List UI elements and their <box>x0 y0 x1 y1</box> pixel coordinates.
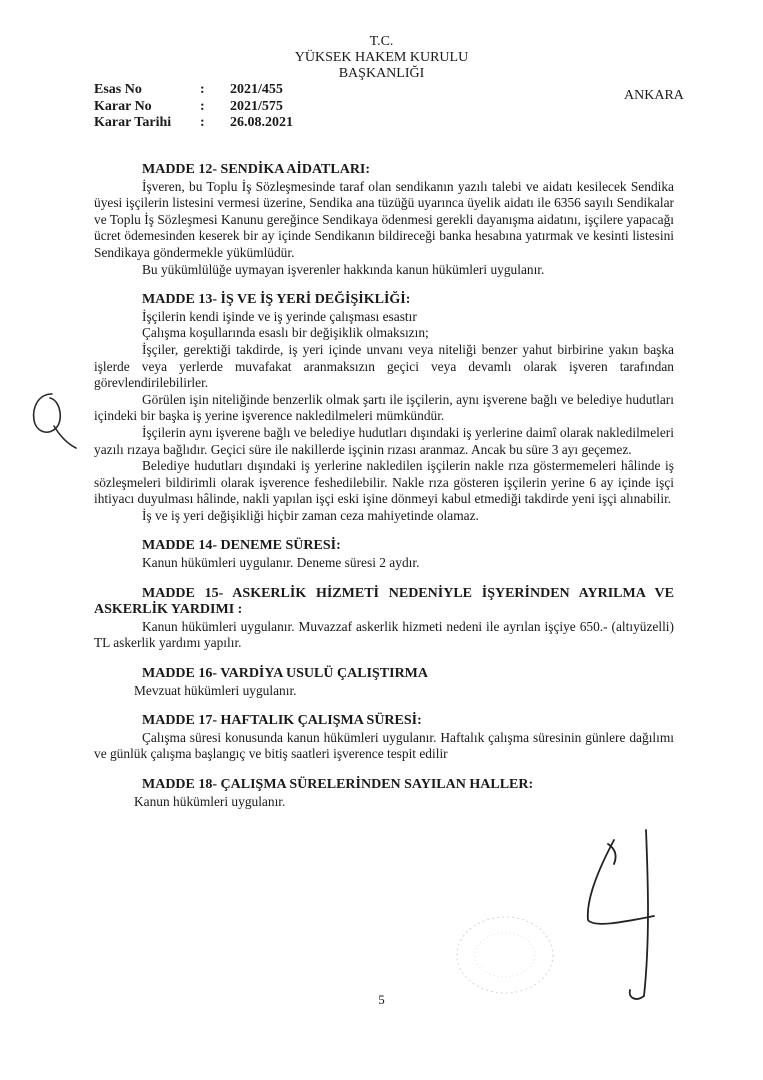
article-paragraph: Belediye hudutları dışındaki iş yerlerine nakledilen işçilerin nakle rıza göstermemeleri hâlinde iş sözleşmeleri bildirimli olarak işverence feshedilebilir. Nakle rıza gösteren işçilerin yerine 6 ay içinde işçi ihtiyacı duyulması hâlinde, nakli yapılan işçi eski işine dönmeyi kabul etmediği takdirde yeni işçi alınabilir. <box>94 458 674 507</box>
meta-value: 2021/455 <box>230 82 283 97</box>
meta-sep: : <box>200 82 205 97</box>
article-15 <box>94 586 674 652</box>
article-12 <box>94 162 674 278</box>
article-paragraph: Bu yükümlülüğe uymayan işverenler hakkında kanun hükümleri uygulanır. <box>142 261 545 277</box>
article-paragraph: Görülen işin niteliğinde benzerlik olmak şartı ile işçilerin, aynı işverene bağlı ve belediye hudutları içindeki bir başka iş yerine işverence nakledilmeleri mümkündür. <box>94 391 674 424</box>
meta-row-esas <box>94 82 293 99</box>
meta-label: Karar Tarihi <box>94 115 172 130</box>
margin-initial-mark <box>24 386 80 456</box>
meta-row-tarih <box>94 115 293 132</box>
header-institution: YÜKSEK HAKEM KURULU <box>294 50 469 65</box>
article-paragraph: Kanun hükümleri uygulanır. <box>134 793 286 809</box>
article-title: MADDE 18- ÇALIŞMA SÜRELERİNDEN SAYILAN HALLER: <box>142 777 534 792</box>
article-title: MADDE 12- SENDİKA AİDATLARI: <box>142 162 371 177</box>
meta-value: 26.08.2021 <box>230 115 293 130</box>
signature-mark <box>574 820 714 1020</box>
article-title: MADDE 16- VARDİYA USULÜ ÇALIŞTIRMA <box>142 666 429 682</box>
article-paragraph: İş ve iş yeri değişikliği hiçbir zaman ceza mahiyetinde olamaz. <box>142 507 479 523</box>
article-paragraph: İşçilerin kendi işinde ve iş yerinde çalışması esastır <box>142 308 417 324</box>
meta-value: 2021/575 <box>230 98 283 114</box>
article-paragraph: İşveren, bu Toplu İş Sözleşmesinde taraf olan sendikanın yazılı talebi ve aidatı kesilecek Sendika üyesi işçilerin listesini vermesi üzerine, Sendika ana tüzüğü uyarınca üyelik aidatı ile 6356 sayılı Sendikalar ve Toplu İş Sözleşmesi Kanunu gereğince Sendikaya ödenmesi gerekli dayanışma aidatını, işçilere yapacağı ücret ödemesinden keserek bir ay içinde Sendikanın bildireceği banka hesabına yatırmak ve kesinti listesini Sendikaya göndermekle yükümlüdür. <box>94 178 674 260</box>
city: ANKARA <box>624 88 684 103</box>
article-paragraph: İşçilerin aynı işverene bağlı ve belediye hudutları dışındaki iş yerlerine daimî olarak nakledilmeleri yazılı rızaya bağlıdır. Geçici süre ile nakillerde işçinin rızası aranmaz. Ancak bu süre 3 ayı geçemez. <box>94 424 674 457</box>
article-paragraph: Çalışma koşullarında esaslı bir değişiklik olmaksızın; <box>142 325 429 341</box>
page-number: 5 <box>378 992 385 1007</box>
article-title: MADDE 14- DENEME SÜRESİ: <box>142 538 341 554</box>
meta-row-karar <box>94 99 293 116</box>
article-paragraph: Çalışma süresi konusunda kanun hükümleri uygulanır. Haftalık çalışma süresinin günlere dağılımı ve günlük çalışma başlangıç ve bitiş saatleri işverence tespit edilir <box>94 729 674 762</box>
article-14 <box>94 538 674 571</box>
case-meta <box>94 82 293 132</box>
article-title: MADDE 17- HAFTALIK ÇALIŞMA SÜRESİ: <box>142 713 422 729</box>
article-18 <box>94 777 674 810</box>
article-paragraph: Mevzuat hükümleri uygulanır. <box>134 682 297 698</box>
article-paragraph: Kanun hükümleri uygulanır. Deneme süresi 2 aydır. <box>142 555 420 571</box>
article-paragraph: Kanun hükümleri uygulanır. Muvazzaf askerlik hizmeti nedeni ile ayrılan işçiye 650.- (altıyüzelli) TL askerlik yardımı yapılır. <box>94 618 674 651</box>
article-paragraph: İşçiler, gerektiği takdirde, iş yeri içinde unvanı veya niteliği benzer yahut birbirine yakın başka işlerde veya yerlerde muvafakat aranmaksızın geçici veya devamlı olarak işveren tarafından görevlendirilebilirler. <box>94 341 674 391</box>
document-body <box>94 162 674 824</box>
meta-label: Karar No <box>94 98 152 114</box>
header-tc: T.C. <box>369 34 394 49</box>
article-13 <box>94 292 674 524</box>
article-17 <box>94 713 674 763</box>
faint-stamp-mark <box>450 910 560 1000</box>
header-presidency: BAŞKANLIĞI <box>338 66 425 81</box>
article-16 <box>94 666 674 699</box>
article-title: MADDE 15- ASKERLİK HİZMETİ NEDENİYLE İŞYERİNDEN AYRILMA VE ASKERLİK YARDIMI : <box>94 585 674 618</box>
article-title: MADDE 13- İŞ VE İŞ YERİ DEĞİŞİKLİĞİ: <box>142 292 411 308</box>
meta-sep: : <box>200 115 205 130</box>
meta-sep: : <box>200 98 205 114</box>
meta-label: Esas No <box>94 82 142 97</box>
